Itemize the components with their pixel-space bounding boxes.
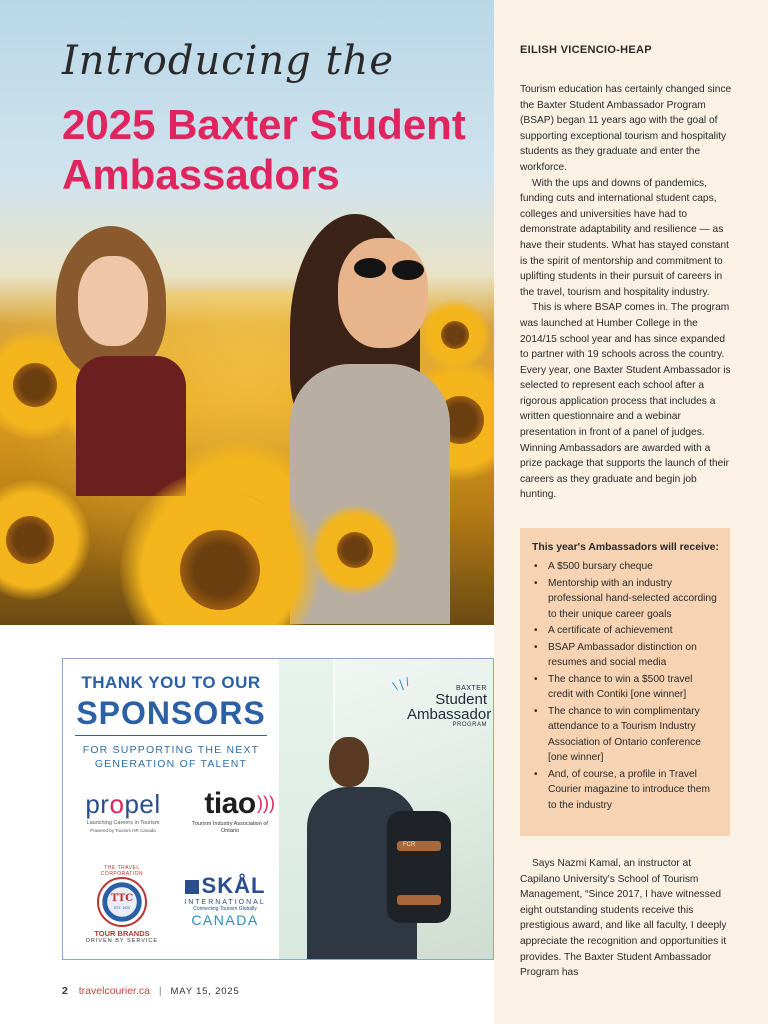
ad-thank-heading: THANK YOU TO OUR: [81, 673, 261, 692]
tiao-logo: tiao ))) Tourism Industry Association of Ontario: [192, 787, 275, 834]
bullet-icon: •: [534, 561, 538, 572]
student-photo: [279, 659, 493, 959]
list-item: • BSAP Ambassador distinction on resumes and social media: [534, 641, 697, 668]
list-item: • A certificate of achievement: [532, 623, 720, 639]
bsap-logo: BAXTER Student Ambassador PROGRAM: [407, 685, 492, 728]
backpack-image: FCR: [387, 811, 451, 923]
intro-script-heading: Introducing the: [62, 38, 394, 84]
list-item: • A $500 bursary cheque: [532, 559, 720, 575]
page-footer: [62, 985, 239, 997]
sponsor-ad: [62, 658, 494, 960]
site-name: travelcourier.ca: [78, 985, 150, 997]
bullet-icon: •: [534, 641, 538, 653]
sparkle-icon: \ | /: [391, 674, 412, 694]
woman-left-image: [46, 226, 186, 486]
list-item: • And, of course, a profile in Travel Courier magazine to introduce them to the industry: [534, 768, 710, 811]
propel-logo: propel Launching Careers in Tourism Powered by Tourism HR Canada: [85, 789, 161, 833]
article-paragraph: Tourism education has certainly changed since the Baxter Student Ambassador Program (BSAP) began 11 years ago with the goal of supporting exceptional tourism and hospitality students as they graduate and enter the workforce.: [520, 84, 732, 173]
bullet-icon: •: [534, 577, 538, 589]
benefits-box: [520, 528, 730, 836]
list-item: • The chance to win complimentary attendance to a Tourism Industry Association of Ontario conference [one winner]: [534, 705, 701, 763]
signal-waves-icon: ))): [257, 793, 275, 813]
article-continuation: [520, 856, 734, 981]
article-paragraph: Says Nazmi Kamal, an instructor at Capilano University's School of Tourism Management, “Since 2017, I have witnessed eight outstanding students receive this prestigious award, and like all faculty, I deeply appreciate the recognition and opportunities it provides. The Baxter Student Ambassador Program has: [520, 858, 727, 979]
sponsor-panel: [63, 659, 279, 959]
divider: [75, 735, 267, 736]
article-body: [520, 82, 734, 503]
ad-support-text: FOR SUPPORTING THE NEXT GENERATION OF TALENT: [82, 744, 260, 770]
byline: EILISH VICENCIO-HEAP: [520, 44, 652, 56]
list-item: • The chance to win a $500 travel credit with Contiki [one winner]: [534, 673, 693, 700]
hero-photo: [0, 0, 494, 625]
benefits-heading: This year's Ambassadors will receive:: [532, 542, 719, 553]
bullet-icon: •: [534, 768, 538, 780]
skal-canada-logo: SKÅL INTERNATIONAL Connecting Tourism Globally CANADA: [184, 873, 266, 928]
student-image: [329, 737, 369, 787]
globe-icon: TTC EST. 1920: [97, 877, 147, 927]
list-item: • Mentorship with an industry professional hand-selected according to their unique career goals: [534, 577, 717, 620]
ad-sponsors-heading: SPONSORS: [76, 695, 266, 731]
issue-date: MAY 15, 2025: [170, 986, 240, 997]
sunflower-image: [310, 505, 400, 595]
benefits-list: [532, 559, 720, 813]
article-paragraph: With the ups and downs of pandemics, funding cuts and international student caps, colleges and universities have had to demonstrate adaptability and resilience — as have their students. What has stayed constant is the spirit of mentorship and commitment to uplifting students in their pursuit of careers in the travel, tourism and hospitality industry.: [520, 177, 729, 298]
travel-corporation-logo: THE TRAVEL CORPORATION TTC EST. 1920 TOUR BRANDS DRIVEN BY SERVICE: [85, 865, 159, 944]
bullet-icon: •: [534, 705, 538, 717]
page-number: 2: [62, 985, 68, 997]
bullet-icon: •: [534, 625, 538, 636]
page-title: 2025 Baxter Student Ambassadors: [62, 101, 466, 198]
bullet-icon: •: [534, 673, 538, 685]
footer-separator: |: [158, 985, 162, 997]
skal-emblem-icon: [185, 880, 199, 894]
article-paragraph: This is where BSAP comes in. The program was launched at Humber College in the 2014/15 school year and has since expanded to partner with 19 schools across the country. Every year, one Baxter Student Ambassador is selected to represent each school after a rigorous application process that includes a written questionnaire and a webinar presentation in front of a panel of judges. Winning Ambassadors are awarded with a prize package that supports the launch of their careers as they graduate and begin job hunting.: [520, 302, 731, 501]
